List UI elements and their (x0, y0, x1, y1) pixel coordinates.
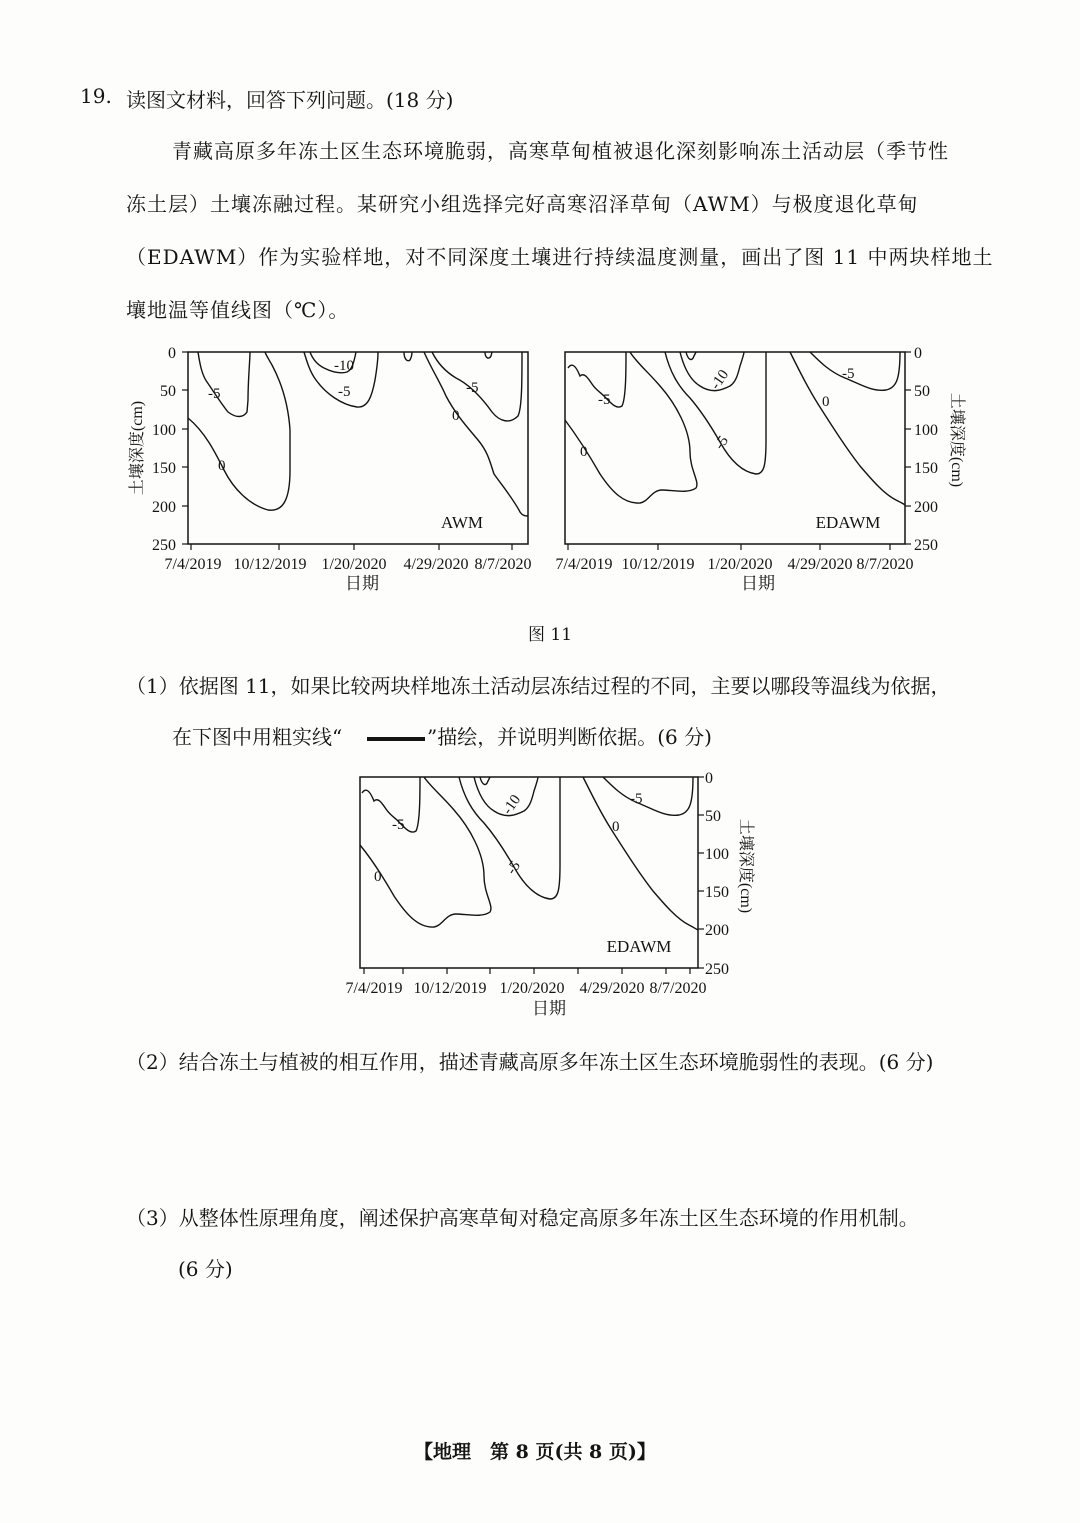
awm-wiggle-1 (404, 352, 412, 361)
awm-xtick-2: 10/12/2019 (233, 556, 307, 573)
edawm-xtick-2: 10/12/2019 (621, 556, 695, 573)
awm-xtick-5: 8/7/2020 (474, 556, 532, 573)
edawm-ytick-200: 200 (914, 499, 938, 516)
edawm-ytick-0: 0 (914, 345, 922, 362)
edawm-ytick-250: 250 (914, 537, 938, 554)
answer-ytick-200: 200 (705, 922, 729, 939)
paragraph-line-4: 壤地温等值线图（℃）。 (126, 298, 350, 322)
edawm-wiggle-1 (686, 352, 696, 359)
paragraph-line-3: （EDAWM）作为实验样地，对不同深度土壤进行持续温度测量，画出了图 11 中两块样地土 (126, 245, 994, 269)
edawm-xtick-1: 7/4/2019 (555, 556, 613, 573)
answer-ylabel: 土壤深度(cm) (737, 818, 754, 914)
awm-ytick-250: 250 (152, 537, 176, 554)
awm-wiggle-2 (485, 352, 492, 358)
edawm-label-5-a: -5 (598, 392, 611, 408)
answer-label-5-b: -5 (503, 858, 524, 878)
edawm-xlabel: 日期 (741, 574, 775, 593)
edawm-ylabel: 土壤深度(cm) (948, 392, 965, 488)
awm-label-0-b: 0 (452, 408, 460, 424)
awm-xlabel: 日期 (345, 574, 379, 593)
answer-figure-edawm (330, 770, 770, 1020)
answer-ytick-150: 150 (705, 884, 729, 901)
edawm-label-0-a: 0 (580, 444, 588, 460)
edawm-xtick-3: 1/20/2020 (707, 556, 773, 573)
edawm-isotherm-5-a (568, 352, 626, 407)
awm-isotherm-5-a (198, 352, 250, 417)
figure-caption: 图 11 (528, 625, 573, 645)
edawm-xtick-4: 4/29/2020 (787, 556, 853, 573)
answer-label-0-a: 0 (374, 869, 382, 885)
answer-xtick-5: 8/7/2020 (649, 980, 707, 997)
edawm-xtick-5: 8/7/2020 (856, 556, 914, 573)
answer-ytick-100: 100 (705, 846, 729, 863)
awm-label-0-a: 0 (218, 458, 226, 474)
question-title: 读图文材料，回答下列问题。(18 分) (126, 88, 454, 112)
sub-question-3-line-2: (6 分) (178, 1257, 233, 1281)
awm-xtick-3: 1/20/2020 (321, 556, 387, 573)
edawm-isotherm-5-b (665, 352, 766, 474)
awm-isotherm-0-b (424, 352, 528, 516)
answer-xtick-4: 4/29/2020 (579, 980, 645, 997)
sub-question-1-line-2b: ”描绘，并说明判断依据。(6 分) (427, 725, 712, 749)
paragraph-line-2: 冻土层）土壤冻融过程。某研究小组选择完好高寒沼泽草甸（AWM）与极度退化草甸 (126, 192, 919, 216)
awm-label-10: -10 (334, 358, 354, 374)
edawm-panel (556, 345, 967, 593)
awm-ytick-100: 100 (152, 422, 176, 439)
awm-xtick-1: 7/4/2019 (164, 556, 222, 573)
answer-ytick-50: 50 (705, 808, 721, 825)
question-number: 19. (80, 84, 112, 108)
sub-question-2: （2）结合冻土与植被的相互作用，描述青藏高原多年冻土区生态环境脆弱性的表现。(6 分) (126, 1050, 934, 1074)
edawm-ytick-100: 100 (914, 422, 938, 439)
answer-label-0-b: 0 (612, 819, 620, 835)
awm-label-5-a: -5 (338, 384, 351, 400)
awm-xtick-4: 4/29/2020 (403, 556, 469, 573)
awm-ytick-50: 50 (160, 383, 176, 400)
awm-label-5-b: -5 (208, 386, 221, 402)
page-footer: 【地理 第 8 页(共 8 页)】 (414, 1441, 656, 1463)
awm-ytick-150: 150 (152, 460, 176, 477)
answer-label-10: -10 (499, 792, 525, 818)
awm-panel-label: AWM (440, 513, 484, 532)
answer-ytick-250: 250 (705, 961, 729, 978)
awm-panel (127, 345, 531, 593)
sub-question-1-line-2a: 在下图中用粗实线“ (172, 725, 343, 749)
edawm-label-5-b: -5 (711, 433, 732, 453)
answer-panel-label: EDAWM (606, 937, 672, 956)
awm-ytick-0: 0 (168, 345, 176, 362)
answer-xtick-1: 7/4/2019 (345, 980, 403, 997)
answer-ytick-0: 0 (705, 770, 713, 787)
edawm-panel-label: EDAWM (815, 513, 881, 532)
edawm-isotherm-5-c (810, 352, 900, 390)
thick-line-sample (367, 737, 425, 741)
answer-xlabel: 日期 (532, 999, 566, 1018)
figure-11 (0, 335, 1080, 605)
answer-xtick-3: 1/20/2020 (499, 980, 565, 997)
edawm-label-10: -10 (707, 367, 733, 393)
sub-question-1-line-1: （1）依据图 11，如果比较两块样地冻土活动层冻结过程的不同，主要以哪段等温线为依据， (126, 674, 951, 698)
sub-question-3-line-1: （3）从整体性原理角度，阐述保护高寒草甸对稳定高原多年冻土区生态环境的作用机制。 (126, 1206, 919, 1230)
answer-label-5-c: -5 (630, 791, 643, 807)
edawm-ytick-50: 50 (914, 383, 930, 400)
edawm-label-0-b: 0 (822, 394, 830, 410)
awm-label-5-c: -5 (466, 380, 479, 396)
awm-ylabel: 土壤深度(cm) (129, 400, 146, 496)
awm-ytick-200: 200 (152, 499, 176, 516)
edawm-label-5-c: -5 (842, 366, 855, 382)
answer-xtick-2: 10/12/2019 (413, 980, 487, 997)
answer-label-5-a: -5 (392, 817, 405, 833)
paragraph-line-1: 青藏高原多年冻土区生态环境脆弱，高寒草甸植被退化深刻影响冻土活动层（季节性 (172, 139, 949, 163)
edawm-ytick-150: 150 (914, 460, 938, 477)
